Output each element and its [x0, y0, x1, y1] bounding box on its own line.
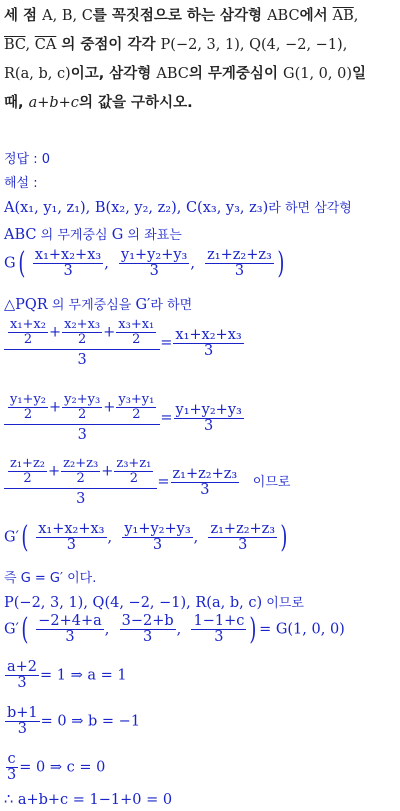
equation-x: $\frac{\text{x₁+x₂}}{2}$ + $\frac{\text{x₂+x₃}}{2}$ + $\frac{\text{x₃+x₁}}{2}$ 3 = $\frac{\text{x₁+x₂+x₃}}{3}$: [4, 318, 245, 368]
solve-c: $\frac{c}{3}$ = 0 ⇒ c = 0: [7, 751, 106, 783]
conclusion-g-equals: 즉 G = G′ 이다.: [4, 571, 97, 586]
explain-line-2: ABC 의 무게중심 G 의 좌표는: [4, 227, 182, 243]
centroid-gprime-formula: G′( $\frac{\text{x₁+x₂+x₃}}{3}$ , $\frac{\text{y₁+y₂+y₃}}{3}$ , $\frac{\text{z₁+z₂+z₃}}{3}$ ): [4, 519, 288, 555]
pqr-line: P(−2, 3, 1), Q(4, −2, −1), R(a, b, c) 이므로: [4, 595, 304, 611]
question-line-3: R(a, b, c)이고, 삼각형 ABC의 무게중심이 G(1, 0, 0)일: [4, 66, 367, 82]
final-answer: ∴ a+b+c = 1−1+0 = 0: [4, 792, 173, 808]
gprime-values: G′( $\frac{-2+4+a}{3}$ , $\frac{3-2+b}{3}$ , $\frac{1-1+c}{3}$ ) = G(1, 0, 0): [4, 611, 345, 647]
explanation-label: 해설 :: [4, 176, 38, 191]
question-line-2: $\overline{BC}$, $\overline{CA}$ 의 중점이 각각 P(−2, 3, 1), Q(4, −2, −1),: [4, 37, 348, 53]
question-line-4: 때, a+b+c의 값을 구하시오.: [4, 95, 193, 111]
segment-ab: $\overline{AB}$: [332, 8, 354, 24]
centroid-formula: G( $\frac{\text{x₁+x₂+x₃}}{3}$ , $\frac{\text{y₁+y₂+y₃}}{3}$ , $\frac{\text{z₁+z₂+z₃}}{3}$ ): [4, 245, 285, 281]
question-line-1: 세 점 A, B, C를 꼭짓점으로 하는 삼각형 ABC에서 $\overline{AB}$,: [4, 8, 359, 24]
answer-label: 정답 : 0: [4, 152, 51, 167]
equation-y: $\frac{\text{y₁+y₂}}{2}$ + $\frac{\text{y₂+y₃}}{2}$ + $\frac{\text{y₃+y₁}}{2}$ 3 = $\frac{\text{y₁+y₂+y₃}}{3}$: [4, 393, 245, 443]
explain-line-1: A(x₁, y₁, z₁), B(x₂, y₂, z₂), C(x₃, y₃, z₃)라 하면 삼각형: [4, 200, 352, 216]
solve-b: $\frac{b+1}{3}$ = 0 ⇒ b = −1: [7, 705, 141, 737]
explain-line-4: △PQR 의 무게중심을 G′라 하면: [4, 297, 193, 313]
solve-a: $\frac{a+2}{3}$ = 1 ⇒ a = 1: [7, 659, 127, 691]
equation-z: $\frac{\text{z₁+z₂}}{2}$ + $\frac{\text{z₂+z₃}}{2}$ + $\frac{\text{z₃+z₁}}{2}$ 3 = $\frac{\text{z₁+z₂+z₃}}{3}$ 이므로: [4, 457, 290, 507]
